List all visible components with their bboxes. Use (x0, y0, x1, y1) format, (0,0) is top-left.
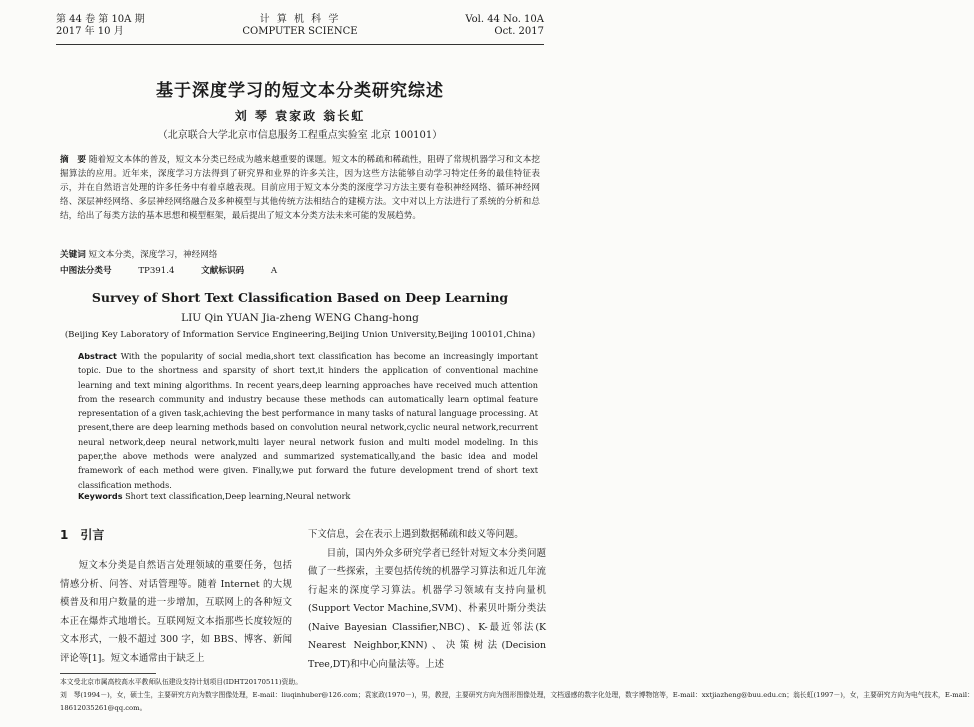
classification-cn (60, 264, 540, 276)
keywords-cn-text: 短文本分类，深度学习，神经网络 (88, 250, 218, 260)
classification-value: TP391.4 (138, 266, 175, 276)
keywords-en-label: Keywords (78, 491, 123, 501)
keywords-cn (60, 248, 540, 260)
document-code-label: 文献标识码 (201, 266, 245, 276)
footnote-email: 18612035261@qq.com。 (60, 704, 147, 712)
paper-title-cn: 基于深度学习的短文本分类研究综述 (156, 81, 444, 101)
header-journal-cn: 计 算 机 科 学 (259, 14, 341, 25)
keywords-en (78, 491, 538, 501)
header-volume-en-info (465, 14, 544, 38)
footnotes (60, 676, 974, 715)
abstract-en-text: With the popularity of social media,short text classification has become an increasingly important topic. Due to the shortness and sparsity of short text,it hinders the application of conventional machine learning and text mining algorithms. In recent years,deep learning approaches have received much attention from the research community and industry because these methods can automatically learn optimal feature representation of a given task,achieving the best performance in many tasks of natural language processing. At present,there are deep learning methods based on convolution neural network,cyclic neural network,recurrent neural network,deep neural network,multi layer neural network fusion and multi model modeling. In this paper,the above methods were analyzed and summarized systematically,and the basic idea and model framework of each method were given. Finally,we put forward the future development trend of short text classification methods. (78, 351, 538, 490)
body-column-left (60, 526, 292, 668)
running-header (56, 14, 544, 40)
footnote-funding: 本文受北京市属高校高水平教师队伍建设支持计划项目(IDHT20170511)资助。 (60, 678, 303, 686)
affiliation-en: (Beijing Key Laboratory of Information Service Engineering,Beijing Union University,Beijing 100101,China) (64, 330, 536, 340)
header-date-en: Oct. 2017 (494, 26, 544, 37)
keywords-cn-label: 关键词 (60, 250, 86, 260)
footnote-rule (60, 673, 156, 674)
header-volume: 第 44 卷 第 10A 期 (56, 14, 145, 25)
abstract-en (78, 349, 538, 492)
affiliation-cn: （北京联合大学北京市信息服务工程重点实验室 北京 100101） (157, 130, 443, 141)
intro-paragraph-continued: 下文信息，会在表示上遇到数据稀疏和歧义等问题。 (308, 529, 524, 540)
footnote-authors: 刘 琴(1994－)，女，硕士生，主要研究方向为数字图像处理，E-mail：liuqinhuber@126.com；袁家政(1970－)，男，教授，主要研究方向为图形图像处理，文档遥感的数字化处理，数字博物馆等，E-mail：xxtjiazheng@buu.edu.cn；翁长虹(1997－)，女，主要研究方向为电气技术，E-mail： (60, 691, 974, 699)
body-column-right (308, 526, 546, 674)
header-rule (56, 44, 544, 45)
abstract-cn (60, 153, 540, 223)
abstract-cn-label: 摘 要 (60, 155, 87, 165)
abstract-cn-text: 随着短文本体的普及，短文本分类已经成为越来越重要的课题。短文本的稀疏和稀疏性，阻碍了常规机器学习和文本挖掘算法的应用。近年来，深度学习方法得到了研究界和业界的许多关注，因为这些方法能够自动学习特定任务的最佳特征表示，并在自然语言处理的许多任务中有着卓越表现。目前应用于短文本分类的深度学习方法主要有卷积神经网络、循环神经网络、深层神经网络、多层神经网络融合及多种模型与其他传统方法相结合的建模方法。文中对以上方法进行了系统的分析和总结，给出了每类方法的基本思想和模型框架，最后提出了短文本分类方法未来可能的发展趋势。 (60, 155, 540, 221)
intro-paragraph-1: 短文本分类是自然语言处理领域的重要任务，包括情感分析、问答、对话管理等。随着 Internet 的大规模普及和用户数量的进一步增加，互联网上的各种短文本正在爆炸式地增长。互联网短文本指那些长度较短的文本形式，一般不超过 300 字，如 BBS、博客、新闻评论等[1]。短文本通常由于缺乏上 (60, 560, 292, 664)
header-volume-en: Vol. 44 No. 10A (465, 14, 544, 25)
authors-cn: 刘 琴 袁家政 翁长虹 (234, 109, 366, 123)
classification-label: 中图法分类号 (60, 266, 112, 276)
intro-paragraph-2: 目前，国内外众多研究学者已经针对短文本分类问题做了一些探索，主要包括传统的机器学习算法和近几年流行起来的深度学习算法。机器学习领域有支持向量机(Support Vector Machine,SVM)、朴素贝叶斯分类法(Naive Bayesian Classifier,NBC)、K-最近邻法(K Nearest Neighbor,KNN)、决策树法(Decision Tree,DT)和中心向量法等。上述 (308, 547, 546, 670)
document-code-value: A (270, 266, 278, 276)
authors-en: LIU Qin YUAN Jia-zheng WENG Chang-hong (181, 312, 419, 324)
paper-title-en: Survey of Short Text Classification Based on Deep Learning (91, 290, 509, 305)
header-date-cn: 2017 年 10 月 (56, 26, 124, 37)
header-journal-en: COMPUTER SCIENCE (242, 26, 358, 37)
abstract-en-label: Abstract (78, 351, 117, 361)
keywords-en-text: Short text classification,Deep learning,Neural network (125, 491, 351, 501)
section-heading-introduction: 1 引言 (60, 528, 105, 542)
